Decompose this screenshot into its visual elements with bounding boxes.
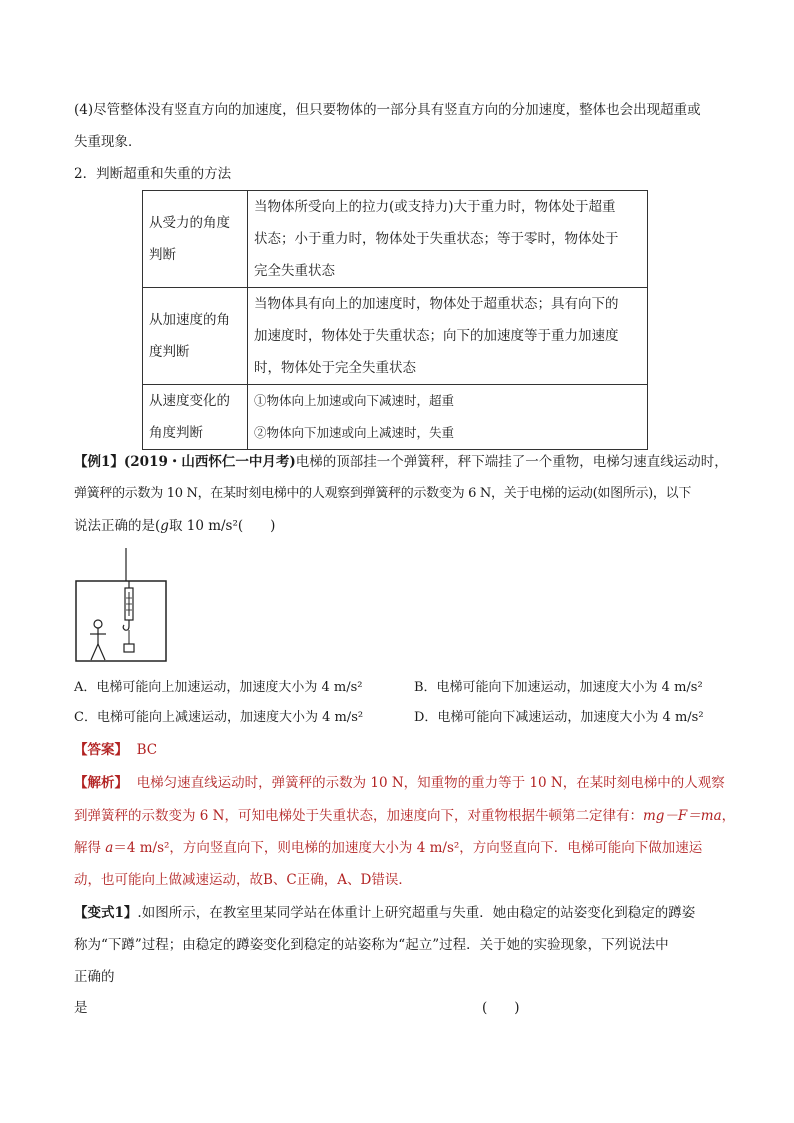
cell-line: 从受力的角度 [149,215,230,231]
cell-line: ②物体向下加速或向上减速时，失重 [254,425,455,440]
example-1-text: 取 10 m/s²( ) [168,518,276,534]
a-symbol: a [105,840,114,856]
cell-line: 角度判断 [149,425,203,441]
analysis-line-4: 动，也可能向上做减速运动，故B、C正确，A、D错误． [74,872,412,888]
example-1-line-2: 弹簧秤的示数为 10 N，在某时刻电梯中的人观察到弹簧秤的示数变为 6 N，关于电梯的运动(如图所示)，以下 [74,486,692,501]
cell-line: 状态；小于重力时，物体处于失重状态；等于零时，物体处于 [254,231,619,247]
variant-1-text: .如图所示，在教室里某同学站在体重计上研究超重与失重．她由稳定的站姿变化到稳定的蹲姿 [137,905,696,921]
table-cell-label [143,288,248,385]
analysis-line-1 [74,773,725,793]
answer-line [74,740,157,760]
analysis-text: ， [721,808,736,824]
judgement-methods-table [142,190,648,450]
newton-formula: mg－F＝ma [642,808,722,824]
option-c: C．电梯可能向上减速运动，加速度大小为 4 m/s² [74,710,364,725]
intro-line-1: (4)尽管整体没有竖直方向的加速度，但只要物体的一部分具有竖直方向的分加速度，整体也会出现超重或 [74,102,701,118]
example-1-tag: 【例1】 [74,454,124,470]
variant-1-tag: 【变式1】 [74,905,138,921]
analysis-text: 到弹簧秤的示数变为 6 N，可知电梯处于失重状态，加速度向下，对重物根据牛顿第二定律有： [74,808,643,824]
table-cell-label [143,191,248,288]
analysis-tag: 【解析】 [74,775,128,791]
g-symbol: g [160,518,169,534]
cell-line: 度判断 [149,344,190,360]
analysis-text: 电梯匀速直线运动时，弹簧秤的示数为 10 N，知重物的重力等于 10 N，在某时刻电梯中的人观察 [136,775,725,791]
variant-1-line-1 [74,903,695,923]
table-row [143,288,648,385]
analysis-line-2 [74,806,735,826]
section-2-title: 2．判断超重和失重的方法 [74,166,232,182]
table-cell-description [248,191,648,288]
table-cell-description [248,288,648,385]
analysis-line-3 [74,838,702,858]
variant-1-line-2: 称为“下蹲”过程；由稳定的蹲姿变化到稳定的站姿称为“起立”过程．关于她的实验现象，下列说法中 [74,937,669,953]
example-1-text: 电梯的顶部挂一个弹簧秤，秤下端挂了一个重物，电梯匀速直线运动时， [295,454,728,470]
example-1-source: (2019・山西怀仁一中月考) [123,454,296,470]
answer-tag: 【答案】 [74,742,128,758]
cell-line: ①物体向上加速或向下减速时，超重 [254,393,455,408]
analysis-text: 解得 [74,840,106,856]
cell-line: 从加速度的角 [149,312,230,328]
intro-line-2: 失重现象． [74,134,142,150]
option-a: A．电梯可能向上加速运动，加速度大小为 4 m/s² [74,680,363,695]
table-cell-label [143,385,248,450]
cell-line: 从速度变化的 [149,393,230,409]
table-row [143,385,648,450]
variant-1-line-4: 是 [74,1000,88,1016]
elevator-figure [74,548,174,663]
analysis-text: ＝4 m/s²，方向竖直向下，则电梯的加速度大小为 4 m/s²，方向竖直向下．电梯可能向下做加速运 [113,840,703,856]
answer-value: BC [136,742,158,758]
table-row [143,191,648,288]
option-b: B．电梯可能向下加速运动，加速度大小为 4 m/s² [414,680,703,695]
cell-line: 时，物体处于完全失重状态 [254,360,416,376]
table-cell-description [248,385,648,450]
answer-bracket: ( ) [482,1000,520,1016]
cell-line: 当物体具有向上的加速度时，物体处于超重状态；具有向下的 [254,296,619,312]
cell-line: 当物体所受向上的拉力(或支持力)大于重力时，物体处于超重 [254,199,616,215]
option-d: D．电梯可能向下减速运动，加速度大小为 4 m/s² [414,710,704,725]
example-1-line-1 [74,452,728,472]
cell-line: 完全失重状态 [254,263,335,279]
example-1-text: 说法正确的是( [74,518,161,534]
cell-line: 加速度时，物体处于失重状态；向下的加速度等于重力加速度 [254,328,619,344]
cell-line: 判断 [149,247,176,263]
variant-1-line-3: 正确的 [74,969,115,985]
example-1-line-3 [74,516,275,536]
